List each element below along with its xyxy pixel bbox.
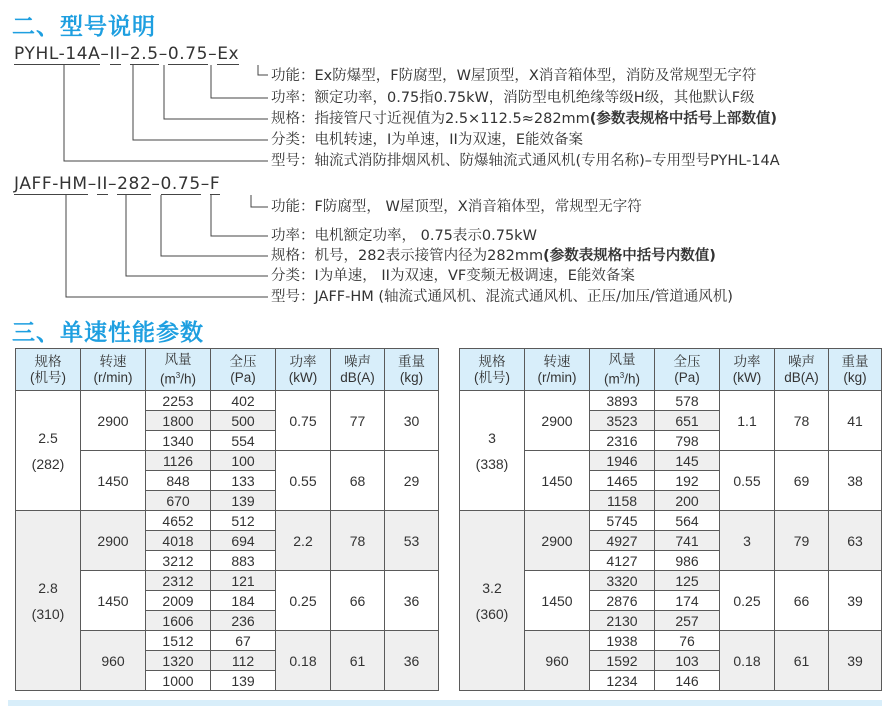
spec-sub-value: (310) bbox=[31, 605, 65, 622]
code-segment-function: F bbox=[209, 174, 221, 194]
code-segment-power: 0.75 bbox=[160, 174, 201, 194]
noise-cell: 78 bbox=[775, 391, 829, 451]
flow-cell: 4652 bbox=[146, 511, 211, 531]
speed-cell: 1450 bbox=[81, 571, 146, 631]
pressure-cell: 512 bbox=[211, 511, 276, 531]
speed-cell: 2900 bbox=[525, 391, 590, 451]
speed-cell: 2900 bbox=[81, 511, 146, 571]
spec-cell bbox=[460, 511, 525, 691]
pressure-cell: 76 bbox=[655, 631, 720, 651]
flow-cell: 4927 bbox=[590, 531, 655, 551]
flow-cell: 2316 bbox=[590, 431, 655, 451]
flow-cell: 2130 bbox=[590, 611, 655, 631]
flow-cell: 3212 bbox=[146, 551, 211, 571]
pressure-cell: 125 bbox=[655, 571, 720, 591]
flow-cell: 5745 bbox=[590, 511, 655, 531]
header-unit: (机号) bbox=[30, 369, 66, 385]
bottom-divider-bar bbox=[8, 700, 882, 706]
flow-cell: 1340 bbox=[146, 431, 211, 451]
model1-desc-type: 型号：轴流式消防排烟风机、防爆轴流式通风机(专用名称)–专用型号PYHL-14A bbox=[271, 153, 780, 169]
column-header bbox=[276, 349, 331, 391]
header-label: 功率 bbox=[289, 353, 317, 369]
weight-cell: 29 bbox=[385, 451, 439, 511]
speed-cell: 2900 bbox=[81, 391, 146, 451]
spec-sub-value: (338) bbox=[475, 455, 509, 472]
weight-cell: 39 bbox=[829, 631, 882, 691]
section-title-model-description: 二、型号说明 bbox=[12, 14, 156, 40]
noise-cell: 68 bbox=[331, 451, 385, 511]
header-label: 功率 bbox=[733, 353, 761, 369]
pressure-cell: 500 bbox=[211, 411, 276, 431]
power-cell: 0.75 bbox=[276, 391, 331, 451]
power-cell: 1.1 bbox=[720, 391, 775, 451]
flow-cell: 2876 bbox=[590, 591, 655, 611]
pressure-cell: 741 bbox=[655, 531, 720, 551]
column-header bbox=[331, 349, 385, 391]
pressure-cell: 121 bbox=[211, 571, 276, 591]
pressure-cell: 100 bbox=[211, 451, 276, 471]
column-header bbox=[775, 349, 829, 391]
header-label: 规格 bbox=[34, 353, 62, 369]
header-unit: (机号) bbox=[474, 369, 510, 385]
header-unit: (r/min) bbox=[537, 369, 577, 385]
noise-cell: 78 bbox=[331, 511, 385, 571]
header-label: 转速 bbox=[543, 353, 571, 369]
pressure-cell: 146 bbox=[655, 671, 720, 691]
flow-cell: 3523 bbox=[590, 411, 655, 431]
noise-cell: 66 bbox=[331, 571, 385, 631]
table-row bbox=[16, 391, 439, 411]
pressure-cell: 139 bbox=[211, 491, 276, 511]
header-label: 转速 bbox=[99, 353, 127, 369]
performance-table-right bbox=[459, 348, 882, 691]
pressure-cell: 103 bbox=[655, 651, 720, 671]
pressure-cell: 402 bbox=[211, 391, 276, 411]
header-unit: (kW) bbox=[732, 369, 762, 385]
table-row bbox=[460, 511, 882, 531]
code-segment-class: II bbox=[109, 44, 121, 64]
flow-cell: 1606 bbox=[146, 611, 211, 631]
code-segment-type: JAFF-HM bbox=[14, 174, 88, 194]
weight-cell: 39 bbox=[829, 571, 882, 631]
weight-cell: 36 bbox=[385, 571, 439, 631]
column-header bbox=[460, 349, 525, 391]
pressure-cell: 145 bbox=[655, 451, 720, 471]
pressure-cell: 694 bbox=[211, 531, 276, 551]
power-cell: 2.2 bbox=[276, 511, 331, 571]
column-header bbox=[590, 349, 655, 391]
flow-cell: 1938 bbox=[590, 631, 655, 651]
header-unit: dB(A) bbox=[340, 369, 375, 385]
header-unit: (kg) bbox=[399, 369, 424, 385]
column-header bbox=[720, 349, 775, 391]
pressure-cell: 554 bbox=[211, 431, 276, 451]
code-segment-function: Ex bbox=[217, 44, 240, 64]
flow-cell: 3320 bbox=[590, 571, 655, 591]
header-label: 重量 bbox=[398, 353, 425, 369]
flow-cell: 4018 bbox=[146, 531, 211, 551]
weight-cell: 30 bbox=[385, 391, 439, 451]
code-segment-spec: 282 bbox=[117, 174, 152, 194]
speed-cell: 1450 bbox=[81, 451, 146, 511]
pressure-cell: 67 bbox=[211, 631, 276, 651]
model2-desc-type: 型号：JAFF-HM (轴流式通风机、混流式通风机、正压/加压/管道通风机) bbox=[271, 289, 733, 305]
header-unit: $(m^3/h)$ bbox=[604, 370, 640, 387]
performance-table-left bbox=[15, 348, 439, 691]
header-label: 规格 bbox=[478, 353, 506, 369]
power-cell: 0.25 bbox=[720, 571, 775, 631]
flow-cell: 1320 bbox=[146, 651, 211, 671]
pressure-cell: 192 bbox=[655, 471, 720, 491]
header-unit: (Pa) bbox=[230, 369, 256, 385]
spec-value: 3.2 bbox=[482, 579, 502, 596]
model2-desc-spec: 规格：机号，282表示接管内径为282mm(参数表规格中括号内数值) bbox=[271, 248, 716, 264]
flow-cell: 1465 bbox=[590, 471, 655, 491]
code-segment-class: II bbox=[96, 174, 109, 194]
header-unit: (r/min) bbox=[93, 369, 133, 385]
spec-sub-value: (360) bbox=[475, 605, 509, 622]
header-unit: (kW) bbox=[288, 369, 318, 385]
header-unit: $(m^3/h)$ bbox=[160, 370, 196, 387]
weight-cell: 63 bbox=[829, 511, 882, 571]
spec-cell bbox=[460, 391, 525, 511]
header-row bbox=[460, 349, 882, 391]
flow-cell: 1592 bbox=[590, 651, 655, 671]
pressure-cell: 112 bbox=[211, 651, 276, 671]
noise-cell: 66 bbox=[775, 571, 829, 631]
model2-desc-class: 分类：I为单速， II为双速，VF变频无极调速，E能效备案 bbox=[271, 268, 635, 284]
model-code-pyhl: PYHL-14A–II–2.5–0.75–Ex bbox=[14, 44, 240, 64]
spec-cell bbox=[16, 391, 81, 511]
pressure-cell: 883 bbox=[211, 551, 276, 571]
header-label: 噪声 bbox=[344, 353, 371, 369]
model-code-jaff: JAFF-HM–II–282–0.75–F bbox=[14, 174, 221, 194]
model2-desc-power: 功率：电机额定功率， 0.75表示0.75kW bbox=[271, 228, 537, 244]
flow-cell: 4127 bbox=[590, 551, 655, 571]
spec-sub-value: (282) bbox=[31, 455, 65, 472]
pressure-cell: 133 bbox=[211, 471, 276, 491]
header-label: 全压 bbox=[229, 353, 257, 369]
pressure-cell: 798 bbox=[655, 431, 720, 451]
header-label: 风量 bbox=[608, 351, 636, 367]
spec-value: 3 bbox=[488, 429, 496, 446]
section-title-performance: 三、单速性能参数 bbox=[12, 320, 204, 346]
pressure-cell: 986 bbox=[655, 551, 720, 571]
flow-cell: 1234 bbox=[590, 671, 655, 691]
pressure-cell: 564 bbox=[655, 511, 720, 531]
speed-cell: 2900 bbox=[525, 511, 590, 571]
table-row bbox=[16, 511, 439, 531]
column-header bbox=[211, 349, 276, 391]
header-row bbox=[16, 349, 439, 391]
model1-desc-class: 分类：电机转速，I为单速，II为双速，E能效备案 bbox=[271, 132, 583, 148]
flow-cell: 1946 bbox=[590, 451, 655, 471]
pressure-cell: 257 bbox=[655, 611, 720, 631]
code-segment-spec: 2.5 bbox=[129, 44, 159, 64]
flow-cell: 3893 bbox=[590, 391, 655, 411]
column-header bbox=[655, 349, 720, 391]
flow-cell: 1000 bbox=[146, 671, 211, 691]
code-segment-type: PYHL-14A bbox=[14, 44, 101, 64]
spec-value: 2.8 bbox=[38, 579, 58, 596]
column-header bbox=[525, 349, 590, 391]
power-cell: 0.18 bbox=[720, 631, 775, 691]
header-unit: dB(A) bbox=[784, 369, 819, 385]
column-header bbox=[16, 349, 81, 391]
header-unit: (kg) bbox=[843, 369, 867, 385]
power-cell: 3 bbox=[720, 511, 775, 571]
noise-cell: 77 bbox=[331, 391, 385, 451]
pressure-cell: 200 bbox=[655, 491, 720, 511]
flow-cell: 848 bbox=[146, 471, 211, 491]
model1-desc-function: 功能：Ex防爆型，F防腐型，W屋顶型，X消音箱体型，消防及常规型无字符 bbox=[271, 68, 757, 84]
header-label: 风量 bbox=[164, 351, 192, 367]
model2-desc-function: 功能：F防腐型， W屋顶型，X消音箱体型，常规型无字符 bbox=[271, 199, 642, 215]
column-header bbox=[81, 349, 146, 391]
flow-cell: 1158 bbox=[590, 491, 655, 511]
flow-cell: 2312 bbox=[146, 571, 211, 591]
power-cell: 0.55 bbox=[720, 451, 775, 511]
pressure-cell: 236 bbox=[211, 611, 276, 631]
pressure-cell: 174 bbox=[655, 591, 720, 611]
pressure-cell: 184 bbox=[211, 591, 276, 611]
weight-cell: 36 bbox=[385, 631, 439, 691]
table-row bbox=[460, 391, 882, 411]
weight-cell: 41 bbox=[829, 391, 882, 451]
noise-cell: 69 bbox=[775, 451, 829, 511]
flow-cell: 2253 bbox=[146, 391, 211, 411]
pressure-cell: 651 bbox=[655, 411, 720, 431]
pressure-cell: 578 bbox=[655, 391, 720, 411]
model1-desc-spec: 规格：指接管尺寸近视值为2.5×112.5≈282mm(参数表规格中括号上部数值) bbox=[271, 111, 778, 127]
column-header bbox=[146, 349, 211, 391]
pressure-cell: 139 bbox=[211, 671, 276, 691]
flow-cell: 2009 bbox=[146, 591, 211, 611]
header-label: 全压 bbox=[673, 353, 701, 369]
column-header bbox=[385, 349, 439, 391]
noise-cell: 61 bbox=[331, 631, 385, 691]
spec-value: 2.5 bbox=[38, 429, 58, 446]
header-label: 噪声 bbox=[788, 353, 815, 369]
flow-cell: 670 bbox=[146, 491, 211, 511]
power-cell: 0.25 bbox=[276, 571, 331, 631]
header-unit: (Pa) bbox=[674, 369, 700, 385]
flow-cell: 1512 bbox=[146, 631, 211, 651]
speed-cell: 1450 bbox=[525, 451, 590, 511]
flow-cell: 1800 bbox=[146, 411, 211, 431]
model1-desc-power: 功率：额定功率，0.75指0.75kW，消防型电机绝缘等级H级，其他默认F级 bbox=[271, 90, 755, 106]
speed-cell: 960 bbox=[81, 631, 146, 691]
code-segment-power: 0.75 bbox=[167, 44, 209, 64]
power-cell: 0.55 bbox=[276, 451, 331, 511]
noise-cell: 61 bbox=[775, 631, 829, 691]
spec-cell bbox=[16, 511, 81, 691]
noise-cell: 79 bbox=[775, 511, 829, 571]
weight-cell: 53 bbox=[385, 511, 439, 571]
speed-cell: 960 bbox=[525, 631, 590, 691]
power-cell: 0.18 bbox=[276, 631, 331, 691]
weight-cell: 38 bbox=[829, 451, 882, 511]
column-header bbox=[829, 349, 882, 391]
flow-cell: 1126 bbox=[146, 451, 211, 471]
speed-cell: 1450 bbox=[525, 571, 590, 631]
header-label: 重量 bbox=[841, 353, 869, 369]
